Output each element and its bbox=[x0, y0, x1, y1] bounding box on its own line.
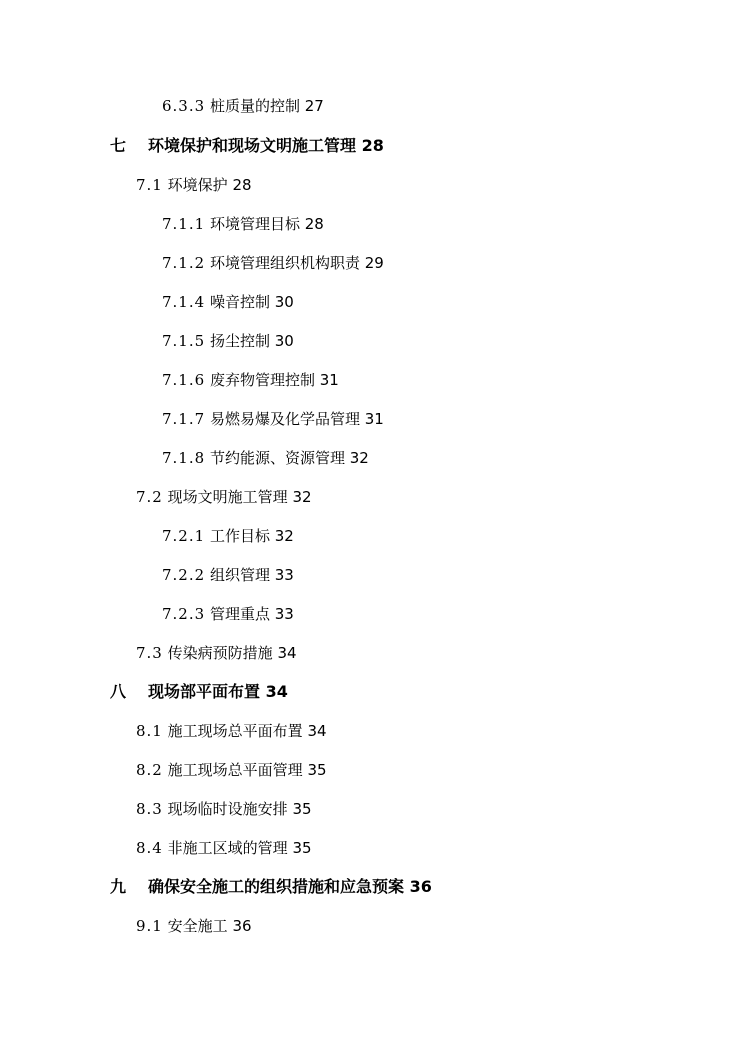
toc-entry-title: 施工现场总平面管理 bbox=[167, 761, 303, 779]
toc-chapter-number: 九 bbox=[110, 877, 127, 896]
toc-chapter-9[interactable] bbox=[110, 877, 432, 897]
toc-entry-page: 33 bbox=[274, 605, 294, 623]
toc-entry-page: 35 bbox=[307, 761, 327, 779]
toc-entry-title: 现场临时设施安排 bbox=[167, 800, 288, 818]
toc-entry-6-3-3[interactable] bbox=[162, 96, 324, 116]
toc-chapter-page: 34 bbox=[265, 682, 288, 701]
toc-entry-number: 9.1 bbox=[136, 917, 163, 935]
toc-entry-7-1-5[interactable] bbox=[162, 331, 294, 351]
toc-chapter-page: 28 bbox=[361, 136, 384, 155]
toc-chapter-title: 环境保护和现场文明施工管理 bbox=[148, 136, 357, 155]
toc-entry-number: 7.1 bbox=[136, 176, 163, 194]
toc-entry-page: 34 bbox=[277, 644, 297, 662]
toc-entry-title: 废弃物管理控制 bbox=[209, 371, 315, 389]
toc-entry-title: 环境保护 bbox=[167, 176, 228, 194]
toc-entry-title: 管理重点 bbox=[209, 605, 270, 623]
toc-entry-title: 安全施工 bbox=[167, 917, 228, 935]
toc-entry-7-1[interactable] bbox=[136, 175, 252, 195]
toc-entry-title: 非施工区域的管理 bbox=[167, 839, 288, 857]
toc-entry-page: 30 bbox=[274, 332, 294, 350]
toc-entry-title: 易燃易爆及化学品管理 bbox=[209, 410, 360, 428]
toc-entry-title: 传染病预防措施 bbox=[167, 644, 273, 662]
toc-entry-number: 8.1 bbox=[136, 722, 163, 740]
toc-entry-page: 27 bbox=[304, 97, 324, 115]
toc-chapter-number: 七 bbox=[110, 136, 127, 155]
toc-entry-title: 现场文明施工管理 bbox=[167, 488, 288, 506]
toc-entry-number: 7.1.7 bbox=[162, 410, 206, 428]
toc-entry-7-1-2[interactable] bbox=[162, 253, 384, 273]
toc-entry-number: 7.1.8 bbox=[162, 449, 206, 467]
toc-entry-number: 7.1.5 bbox=[162, 332, 206, 350]
toc-entry-7-1-6[interactable] bbox=[162, 370, 339, 390]
toc-entry-page: 32 bbox=[292, 488, 312, 506]
toc-entry-page: 35 bbox=[292, 800, 312, 818]
toc-entry-number: 7.2 bbox=[136, 488, 163, 506]
toc-entry-title: 桩质量的控制 bbox=[209, 97, 300, 115]
toc-entry-page: 30 bbox=[274, 293, 294, 311]
toc-entry-number: 7.2.2 bbox=[162, 566, 206, 584]
toc-chapter-title: 现场部平面布置 bbox=[148, 682, 261, 701]
toc-entry-number: 8.2 bbox=[136, 761, 163, 779]
toc-chapter-title: 确保安全施工的组织措施和应急预案 bbox=[148, 877, 405, 896]
toc-entry-number: 7.1.4 bbox=[162, 293, 206, 311]
toc-entry-number: 7.2.3 bbox=[162, 605, 206, 623]
toc-entry-number: 8.3 bbox=[136, 800, 163, 818]
toc-entry-page: 36 bbox=[232, 917, 252, 935]
toc-chapter-7[interactable] bbox=[110, 136, 384, 156]
toc-chapter-number: 八 bbox=[110, 682, 127, 701]
toc-entry-number: 7.1.2 bbox=[162, 254, 206, 272]
toc-entry-page: 32 bbox=[274, 527, 294, 545]
toc-entry-7-3[interactable] bbox=[136, 643, 297, 663]
toc-entry-8-1[interactable] bbox=[136, 721, 327, 741]
toc-entry-7-1-4[interactable] bbox=[162, 292, 294, 312]
toc-entry-title: 环境管理目标 bbox=[209, 215, 300, 233]
toc-entry-number: 6.3.3 bbox=[162, 97, 206, 115]
toc-entry-8-4[interactable] bbox=[136, 838, 312, 858]
toc-entry-page: 32 bbox=[349, 449, 369, 467]
toc-entry-number: 7.3 bbox=[136, 644, 163, 662]
toc-chapter-page: 36 bbox=[409, 877, 432, 896]
toc-entry-number: 7.2.1 bbox=[162, 527, 206, 545]
toc-entry-title: 环境管理组织机构职责 bbox=[209, 254, 360, 272]
toc-entry-page: 31 bbox=[364, 410, 384, 428]
toc-entry-page: 35 bbox=[292, 839, 312, 857]
toc-entry-8-2[interactable] bbox=[136, 760, 327, 780]
toc-entry-title: 组织管理 bbox=[209, 566, 270, 584]
toc-entry-number: 7.1.1 bbox=[162, 215, 206, 233]
toc-entry-page: 34 bbox=[307, 722, 327, 740]
toc-entry-9-1[interactable] bbox=[136, 916, 252, 936]
toc-entry-8-3[interactable] bbox=[136, 799, 312, 819]
toc-entry-7-2-3[interactable] bbox=[162, 604, 294, 624]
toc-entry-page: 28 bbox=[304, 215, 324, 233]
toc-entry-title: 噪音控制 bbox=[209, 293, 270, 311]
toc-entry-7-1-8[interactable] bbox=[162, 448, 369, 468]
toc-entry-page: 28 bbox=[232, 176, 252, 194]
toc-entry-page: 33 bbox=[274, 566, 294, 584]
toc-entry-title: 节约能源、资源管理 bbox=[209, 449, 345, 467]
toc-chapter-8[interactable] bbox=[110, 682, 288, 702]
toc-entry-7-2-2[interactable] bbox=[162, 565, 294, 585]
toc-entry-title: 施工现场总平面布置 bbox=[167, 722, 303, 740]
toc-entry-7-1-7[interactable] bbox=[162, 409, 384, 429]
toc-entry-title: 工作目标 bbox=[209, 527, 270, 545]
toc-entry-page: 31 bbox=[319, 371, 339, 389]
toc-entry-number: 7.1.6 bbox=[162, 371, 206, 389]
toc-entry-page: 29 bbox=[364, 254, 384, 272]
toc-entry-title: 扬尘控制 bbox=[209, 332, 270, 350]
toc-entry-7-1-1[interactable] bbox=[162, 214, 324, 234]
toc-entry-number: 8.4 bbox=[136, 839, 163, 857]
toc-entry-7-2-1[interactable] bbox=[162, 526, 294, 546]
toc-entry-7-2[interactable] bbox=[136, 487, 312, 507]
